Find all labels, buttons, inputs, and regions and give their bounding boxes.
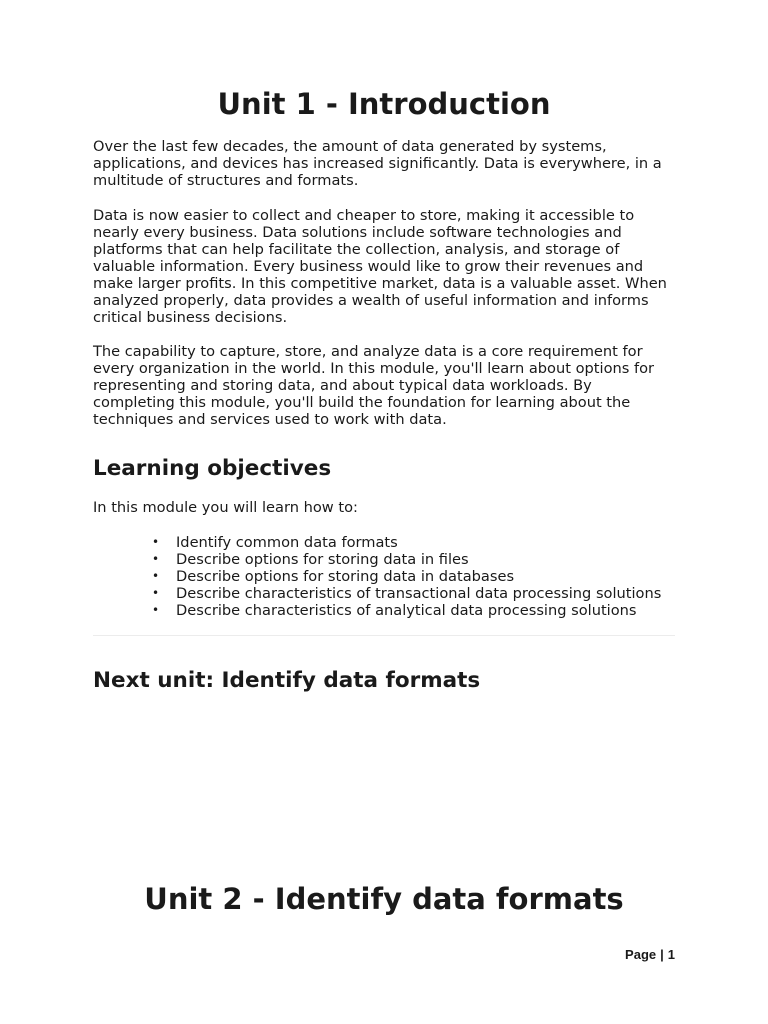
bullet-icon: • — [152, 535, 160, 549]
bullet-icon: • — [152, 586, 160, 600]
objective-text: Describe options for storing data in databases — [176, 568, 515, 585]
bullet-icon: • — [152, 603, 160, 617]
unit-2-title: Unit 2 - Identify data formats — [144, 882, 624, 916]
list-item — [152, 602, 675, 619]
document-page — [93, 0, 675, 1024]
learning-objectives-heading: Learning objectives — [93, 456, 332, 481]
next-unit-heading[interactable]: Next unit: Identify data formats — [93, 668, 481, 693]
section-divider — [93, 635, 675, 636]
list-item — [152, 551, 675, 568]
unit-1-title: Unit 1 - Introduction — [217, 87, 551, 121]
bullet-icon: • — [152, 552, 160, 566]
objective-text: Describe characteristics of transactional data processing solutions — [176, 585, 662, 602]
intro-paragraph-2: Data is now easier to collect and cheaper to store, making it accessible to nearly every business. Data solutions include software technologies and platforms that can help facilitate the collection, analysis, and storage of valuable information. Every business would like to grow their revenues and make larger profits. In this competitive market, data is a valuable asset. When analyzed properly, data provides a wealth of useful information and informs critical business decisions. — [93, 207, 667, 326]
objective-text: Describe characteristics of analytical data processing solutions — [176, 602, 637, 619]
list-item — [152, 585, 675, 602]
page-footer — [625, 946, 675, 964]
list-item — [152, 534, 675, 551]
bullet-icon: • — [152, 569, 160, 583]
objective-text: Describe options for storing data in files — [176, 551, 469, 568]
page-number: 1 — [667, 947, 675, 962]
learning-objectives-intro: In this module you will learn how to: — [93, 499, 358, 516]
page-separator: | — [660, 947, 664, 962]
objective-text: Identify common data formats — [176, 534, 398, 551]
list-item — [152, 568, 675, 585]
intro-paragraph-3: The capability to capture, store, and analyze data is a core requirement for every organization in the world. In this module, you'll learn about options for representing and storing data, and about typical data workloads. By completing this module, you'll build the foundation for learning about the techniques and services used to work with data. — [93, 343, 655, 428]
intro-paragraph-1: Over the last few decades, the amount of data generated by systems, applications, and devices has increased significantly. Data is everywhere, in a multitude of structures and formats. — [93, 138, 662, 189]
page-label: Page — [625, 947, 657, 962]
learning-objectives-list — [152, 534, 675, 619]
